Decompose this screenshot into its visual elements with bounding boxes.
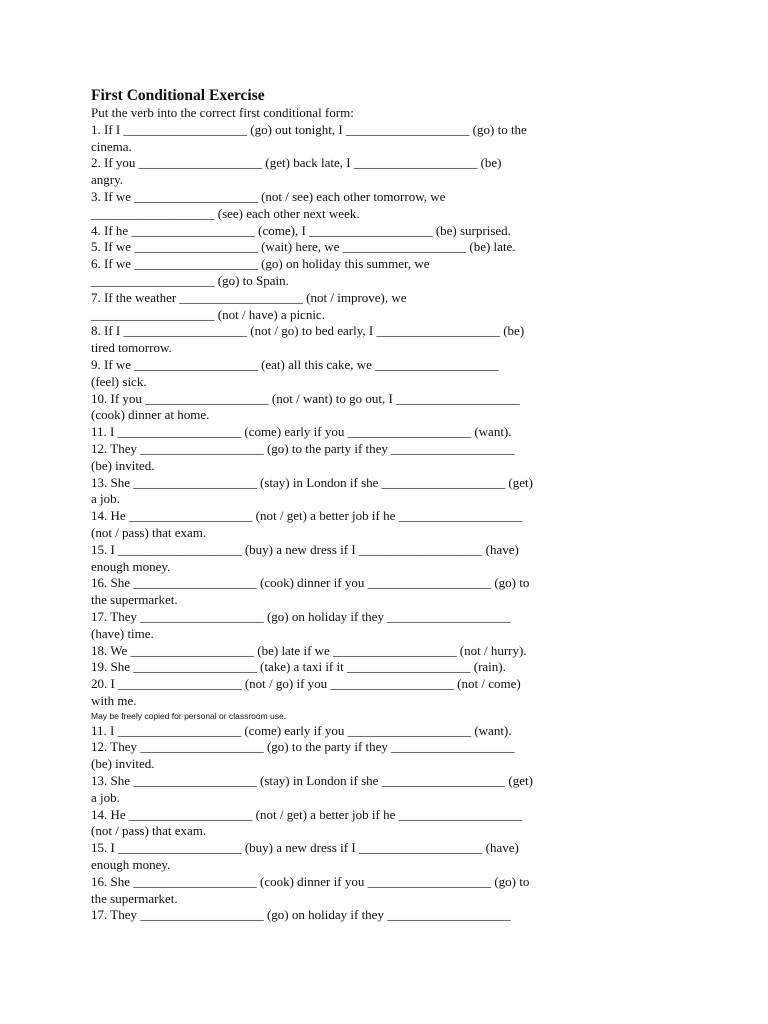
- worksheet-page: [91, 86, 611, 924]
- exercise-line: 16. She ___________________ (cook) dinner if you ___________________ (go) to: [91, 575, 530, 591]
- exercise-line: the supermarket.: [91, 890, 178, 906]
- exercise-line: (have) time.: [91, 625, 154, 641]
- exercise-list: [91, 122, 611, 710]
- exercise-line: 12. They ___________________ (go) to the party if they ___________________: [91, 739, 515, 755]
- exercise-line: 18. We ___________________ (be) late if we ___________________ (not / hurry).: [91, 642, 527, 658]
- exercise-line: 14. He ___________________ (not / get) a better job if he ___________________: [91, 806, 523, 822]
- exercise-line: tired tomorrow.: [91, 340, 172, 356]
- instructions-text: Put the verb into the correct first conditional form:: [91, 105, 354, 120]
- exercise-line: enough money.: [91, 857, 171, 873]
- exercise-line: 3. If we ___________________ (not / see) each other tomorrow, we: [91, 188, 446, 204]
- exercise-line: with me.: [91, 692, 137, 708]
- exercise-line: 6. If we ___________________ (go) on holiday this summer, we: [91, 256, 430, 272]
- exercise-line: 5. If we ___________________ (wait) here, we ___________________ (be) late.: [91, 239, 516, 255]
- exercise-line: 16. She ___________________ (cook) dinner if you ___________________ (go) to: [91, 873, 530, 889]
- exercise-line: a job.: [91, 789, 120, 805]
- exercise-line: 2. If you ___________________ (get) back late, I ___________________ (be): [91, 155, 502, 171]
- exercise-list-repeat: [91, 723, 611, 925]
- exercise-line: 15. I ___________________ (buy) a new dress if I ___________________ (have): [91, 541, 519, 557]
- exercise-line: the supermarket.: [91, 592, 178, 608]
- exercise-line: ___________________ (see) each other next week.: [91, 205, 360, 221]
- exercise-line: enough money.: [91, 558, 171, 574]
- exercise-line: 17. They ___________________ (go) on holiday if they ___________________: [91, 608, 511, 624]
- exercise-line: (not / pass) that exam.: [91, 823, 207, 839]
- exercise-line: 11. I ___________________ (come) early if you ___________________ (want).: [91, 722, 512, 738]
- exercise-line: (be) invited.: [91, 756, 155, 772]
- exercise-line: ___________________ (not / have) a picnic.: [91, 306, 325, 322]
- worksheet-title: First Conditional Exercise: [91, 87, 265, 104]
- exercise-line: 13. She ___________________ (stay) in London if she ___________________ (get): [91, 474, 533, 490]
- exercise-line: 15. I ___________________ (buy) a new dress if I ___________________ (have): [91, 840, 519, 856]
- exercise-line: 8. If I ___________________ (not / go) to bed early, I ___________________ (be): [91, 323, 525, 339]
- exercise-line: (be) invited.: [91, 457, 155, 473]
- exercise-line: angry.: [91, 172, 124, 188]
- exercise-line: (cook) dinner at home.: [91, 407, 210, 423]
- exercise-line: (not / pass) that exam.: [91, 524, 207, 540]
- exercise-line: 4. If he ___________________ (come), I ___________________ (be) surprised.: [91, 222, 511, 238]
- exercise-line: 12. They ___________________ (go) to the party if they ___________________: [91, 440, 515, 456]
- exercise-line: ___________________ (go) to Spain.: [91, 272, 289, 288]
- exercise-line: 10. If you ___________________ (not / want) to go out, I ___________________: [91, 390, 520, 406]
- exercise-line: 17. They ___________________ (go) on holiday if they ___________________: [91, 907, 511, 923]
- exercise-line: 19. She ___________________ (take) a taxi if it ___________________ (rain).: [91, 659, 506, 675]
- exercise-line: 9. If we ___________________ (eat) all this cake, we ___________________: [91, 356, 499, 372]
- exercise-line: 11. I ___________________ (come) early if you ___________________ (want).: [91, 424, 512, 440]
- exercise-line: cinema.: [91, 138, 132, 154]
- exercise-line: 7. If the weather ___________________ (not / improve), we: [91, 289, 407, 305]
- exercise-line: 20. I ___________________ (not / go) if you ___________________ (not / come): [91, 676, 521, 692]
- exercise-line: (feel) sick.: [91, 373, 147, 389]
- exercise-line: 13. She ___________________ (stay) in London if she ___________________ (get): [91, 773, 533, 789]
- exercise-line: 1. If I ___________________ (go) out tonight, I ___________________ (go) to the: [91, 121, 527, 137]
- exercise-line: 14. He ___________________ (not / get) a better job if he ___________________: [91, 508, 523, 524]
- copyright-notice: May be freely copied for personal or classroom use.: [91, 710, 287, 721]
- exercise-line: a job.: [91, 491, 120, 507]
